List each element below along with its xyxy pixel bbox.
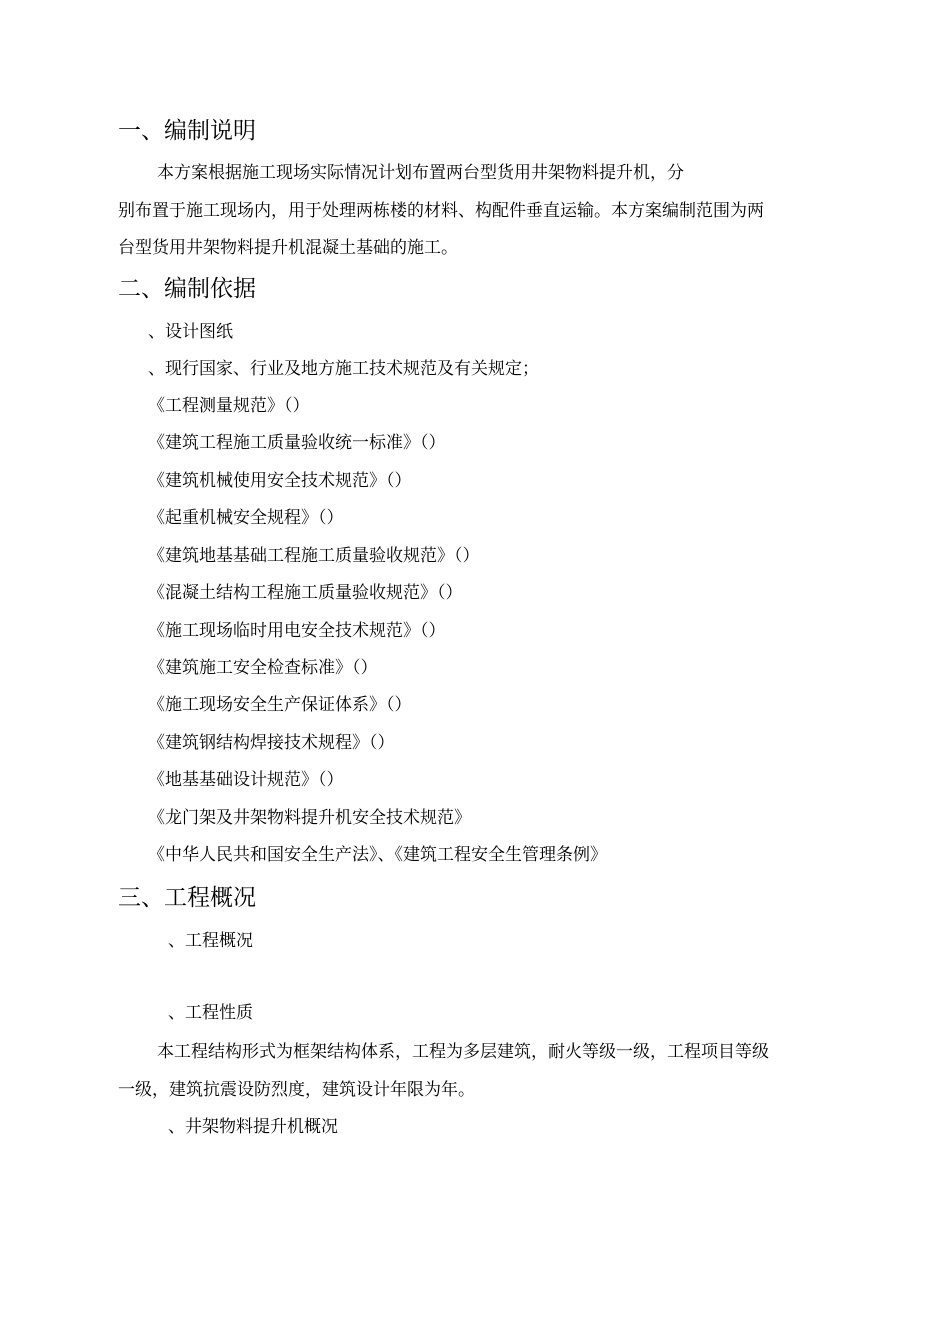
standard-item: 《建筑工程施工质量验收统一标准》（） bbox=[148, 433, 446, 453]
standard-item: 《建筑地基基础工程施工质量验收规范》（） bbox=[148, 546, 480, 566]
subsection-heading: 、井架物料提升机概况 bbox=[168, 1117, 338, 1137]
standard-item: 《施工现场临时用电安全技术规范》（） bbox=[148, 621, 446, 641]
list-item: 、现行国家、行业及地方施工技术规范及有关规定； bbox=[148, 359, 539, 379]
standard-item: 《建筑施工安全检查标准》（） bbox=[148, 658, 378, 678]
list-item: 、设计图纸 bbox=[148, 322, 233, 342]
paragraph-line: 台型货用井架物料提升机混凝土基础的施工。 bbox=[118, 238, 458, 258]
subsection-heading: 、工程性质 bbox=[168, 1003, 253, 1023]
standard-item: 《起重机械安全规程》（） bbox=[148, 508, 344, 528]
standard-item: 《建筑钢结构焊接技术规程》（） bbox=[148, 733, 395, 753]
standard-item: 《龙门架及井架物料提升机安全技术规范》 bbox=[148, 808, 471, 828]
section-heading-3: 三、工程概况 bbox=[118, 885, 256, 911]
section-heading-2: 二、编制依据 bbox=[118, 276, 256, 302]
standard-item: 《施工现场安全生产保证体系》（） bbox=[148, 695, 412, 715]
standard-item: 《建筑机械使用安全技术规范》（） bbox=[148, 471, 412, 491]
paragraph-line: 一级，建筑抗震设防烈度，建筑设计年限为年。 bbox=[118, 1080, 475, 1100]
subsection-heading: 、工程概况 bbox=[168, 931, 253, 951]
paragraph-line: 别布置于施工现场内，用于处理两栋楼的材料、构配件垂直运输。本方案编制范围为两 bbox=[118, 201, 764, 221]
standard-item: 《地基基础设计规范》（） bbox=[148, 770, 344, 790]
standard-item: 《工程测量规范》（） bbox=[148, 396, 310, 416]
paragraph-line: 本工程结构形式为框架结构体系，工程为多层建筑，耐火等级一级，工程项目等级 bbox=[157, 1042, 769, 1062]
standard-item: 《中华人民共和国安全生产法》、《建筑工程安全生管理条例》 bbox=[148, 845, 607, 865]
paragraph-line: 本方案根据施工现场实际情况计划布置两台型货用井架物料提升机，分 bbox=[157, 163, 684, 183]
standard-item: 《混凝土结构工程施工质量验收规范》（） bbox=[148, 583, 463, 603]
section-heading-1: 一、编制说明 bbox=[118, 118, 256, 144]
